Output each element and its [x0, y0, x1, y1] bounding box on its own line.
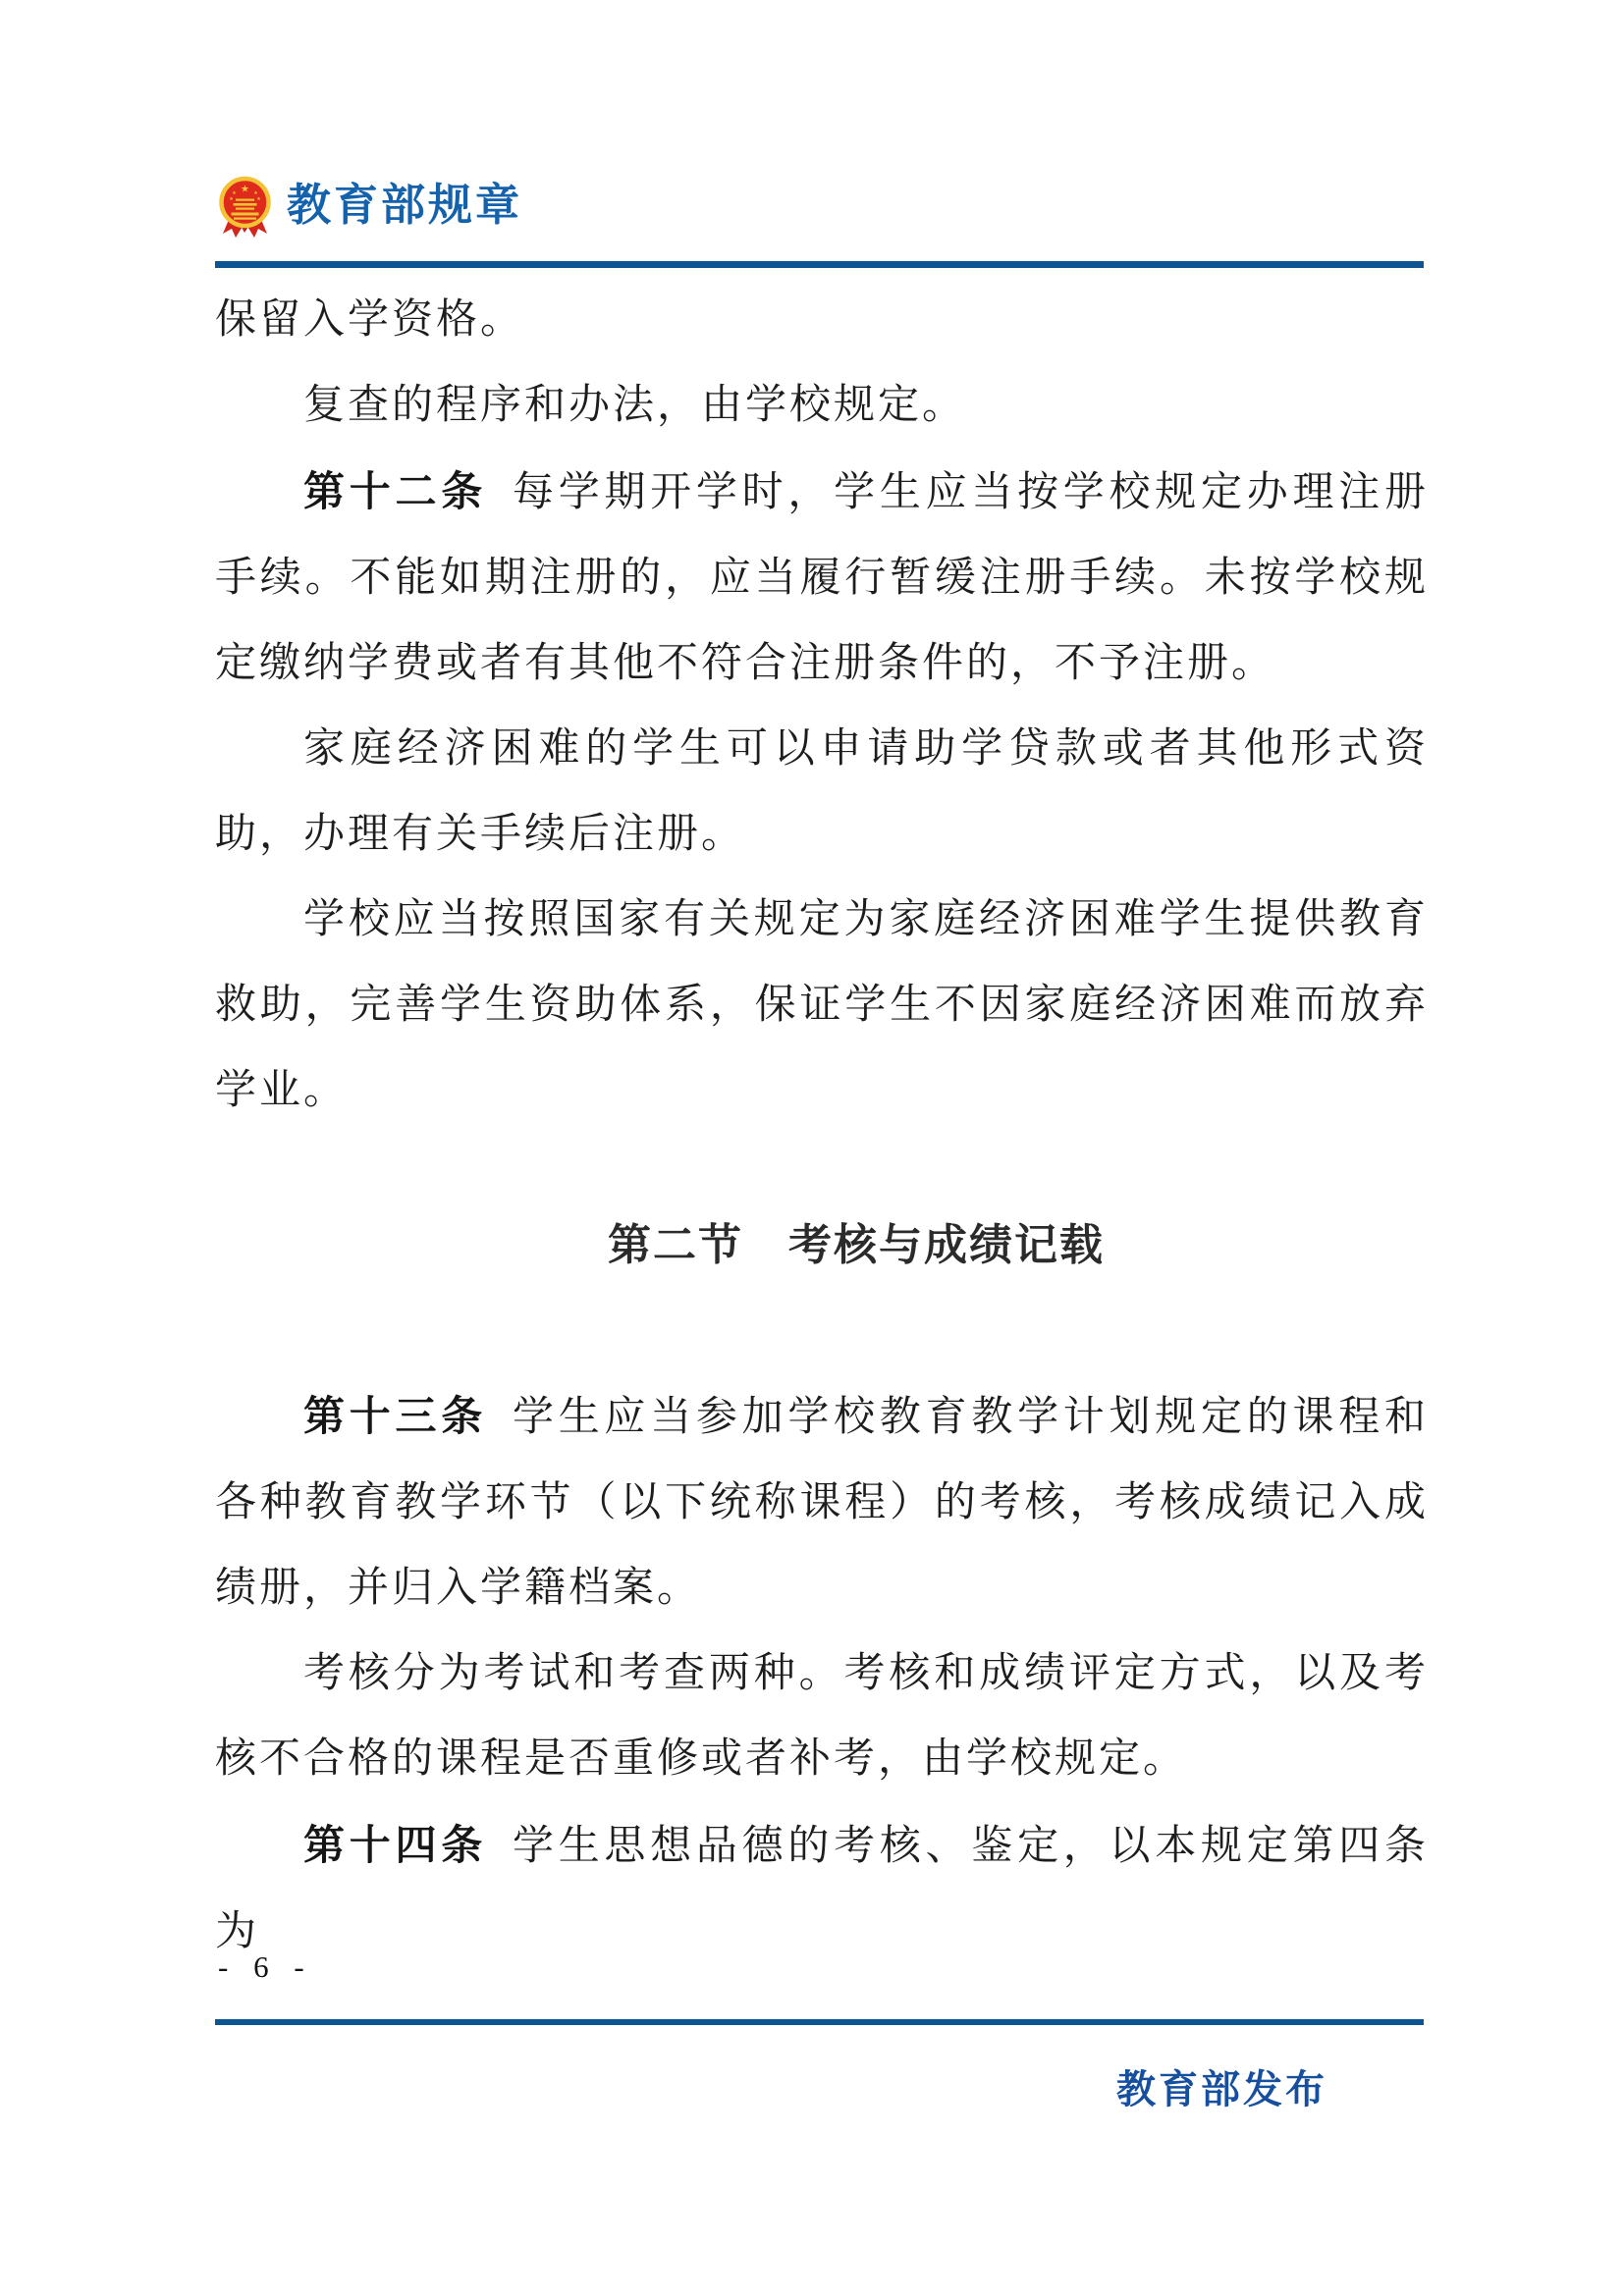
- svg-text:★: ★: [229, 197, 234, 202]
- body-paragraph: [215, 1373, 1429, 1631]
- page-header: [218, 176, 522, 240]
- china-national-emblem-icon: [218, 176, 272, 240]
- paragraph-text: 每学期开学时，学生应当按学校规定办理注册手续。不能如期注册的，应当履行暂缓注册手续。未按学校规定缴纳学费或者有其他不符合注册条件的，不予注册。: [215, 470, 1429, 686]
- body-paragraph: [215, 363, 1429, 449]
- paragraph-text: 学生思想品德的考核、鉴定，以本规定第四条为: [215, 1824, 1429, 1954]
- paragraph-text: 学校应当按照国家有关规定为家庭经济困难学生提供教育救助，完善学生资助体系，保证学生不因家庭经济困难而放弃学业。: [215, 897, 1429, 1113]
- body-paragraph: [215, 707, 1429, 878]
- body-paragraph: [215, 449, 1429, 707]
- article-number: 第十四条: [303, 1822, 487, 1868]
- body-paragraph: [215, 878, 1429, 1134]
- paragraph-text: 考核分为考试和考查两种。考核和成绩评定方式，以及考核不合格的课程是否重修或者补考，由学校规定。: [215, 1651, 1429, 1782]
- article-number: 第十二条: [303, 468, 487, 514]
- header-divider: [215, 261, 1424, 268]
- paragraph-text: 家庭经济困难的学生可以申请助学贷款或者其他形式资助，办理有关手续后注册。: [215, 726, 1429, 857]
- paragraph-text: 复查的程序和办法，由学校规定。: [303, 383, 967, 428]
- body-paragraph: [215, 1631, 1429, 1802]
- article-number: 第十三条: [303, 1393, 487, 1439]
- section-heading: 第二节 考核与成绩记载: [608, 1221, 1105, 1269]
- body-paragraph: [215, 278, 1429, 363]
- paragraph-text: 学生应当参加学校教育教学计划规定的课程和各种教育教学环节（以下统称课程）的考核，考核成绩记入成绩册，并归入学籍档案。: [215, 1395, 1429, 1611]
- document-body: [215, 278, 1429, 1975]
- body-paragraph: [215, 1802, 1429, 1975]
- svg-text:★: ★: [256, 197, 261, 202]
- header-title: 教育部规章: [287, 179, 523, 230]
- footer-divider: [215, 2019, 1424, 2025]
- svg-text:★: ★: [232, 191, 237, 196]
- publisher-label: 教育部发布: [1116, 2067, 1327, 2111]
- page-number: - 6 -: [218, 1949, 313, 1984]
- svg-text:★: ★: [241, 184, 249, 195]
- svg-text:★: ★: [253, 191, 258, 196]
- paragraph-text: 保留入学资格。: [215, 297, 525, 343]
